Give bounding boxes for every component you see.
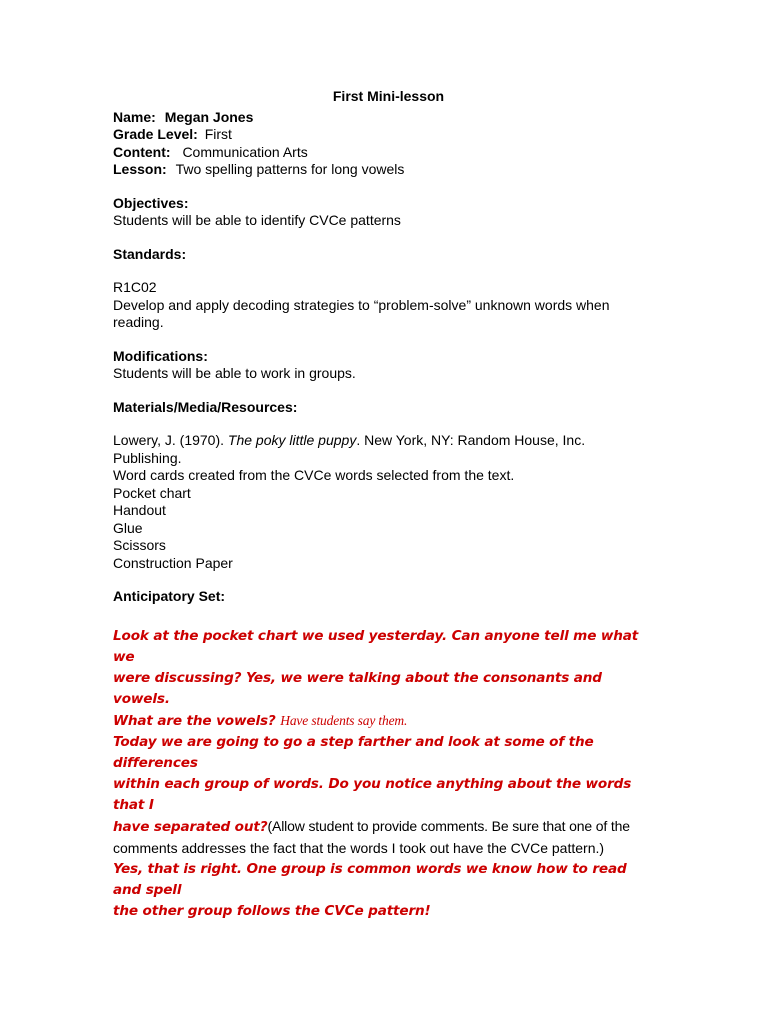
spacer	[113, 263, 658, 279]
lesson-label: Lesson:	[113, 161, 167, 177]
lesson-value: Two spelling patterns for long vowels	[175, 161, 405, 177]
script-line: Today we are going to go a step farther and look at some of the differences	[113, 733, 594, 771]
teacher-note: Have students say them.	[280, 712, 408, 728]
modifications-heading: Modifications:	[113, 347, 208, 364]
script-line: Yes, that is right. One group is common words we know how to read and spell	[113, 860, 627, 898]
teacher-instruction-continued: comments addresses the fact that the words I took out have the CVCe pattern.)	[113, 839, 605, 856]
lesson-field	[113, 161, 658, 179]
materials-item: Handout	[113, 502, 166, 518]
materials-item: Construction Paper	[113, 554, 233, 571]
standards-line-1: Develop and apply decoding strategies to “problem-solve” unknown words when	[113, 296, 610, 313]
content-value: Communication Arts	[182, 143, 308, 160]
citation-author: Lowery, J. (1970).	[113, 432, 228, 448]
spacer	[113, 606, 658, 622]
script-line: were discussing? Yes, we were talking about the consonants and vowels.	[113, 669, 602, 707]
spacer	[113, 230, 658, 246]
spacer	[113, 179, 658, 195]
citation-title: The poky little puppy	[227, 432, 357, 448]
materials-item: Glue	[113, 519, 143, 536]
name-value: Megan Jones	[164, 108, 254, 125]
content-field	[113, 144, 658, 162]
script-line: the other group follows the CVCe pattern!	[113, 902, 431, 919]
citation	[113, 432, 658, 450]
materials-heading: Materials/Media/Resources:	[113, 398, 298, 415]
citation-continued: Publishing.	[113, 449, 182, 466]
standards-line-2: reading.	[113, 314, 164, 330]
anticipatory-set-body	[113, 626, 658, 922]
document-title: First Mini-lesson	[332, 88, 445, 104]
objectives-text: Students will be able to identify CVCe patterns	[113, 212, 401, 228]
standards-heading: Standards:	[113, 245, 187, 262]
standards-code: R1C02	[113, 279, 157, 295]
objectives-heading: Objectives:	[113, 194, 189, 211]
name-label: Name:	[113, 108, 156, 125]
grade-level-field	[113, 126, 658, 144]
lesson-plan	[113, 88, 658, 922]
teacher-instruction: (Allow student to provide comments. Be sure that one of the	[267, 817, 630, 834]
grade-level-value: First	[204, 126, 232, 142]
script-line	[113, 710, 658, 732]
anticipatory-set-heading: Anticipatory Set:	[113, 588, 226, 604]
script-line	[113, 816, 658, 838]
spacer	[113, 572, 658, 588]
name-field	[113, 109, 658, 127]
script-line: within each group of words. Do you notice anything about the words that I	[113, 775, 632, 813]
materials-item: Scissors	[113, 537, 166, 553]
content-label: Content:	[113, 143, 171, 160]
separated-out-question: have separated out?	[113, 818, 268, 835]
vowels-question: What are the vowels?	[113, 712, 281, 729]
spacer	[113, 416, 658, 432]
modifications-text: Students will be able to work in groups.	[113, 365, 356, 381]
materials-item: Word cards created from the CVCe words selected from the text.	[113, 467, 515, 483]
grade-level-label: Grade Level:	[113, 126, 198, 142]
materials-item: Pocket chart	[113, 484, 191, 501]
citation-publisher: . New York, NY: Random House, Inc.	[356, 432, 586, 448]
script-line: Look at the pocket chart we used yesterday. Can anyone tell me what we	[113, 627, 639, 665]
spacer	[113, 332, 658, 348]
spacer	[113, 383, 658, 399]
